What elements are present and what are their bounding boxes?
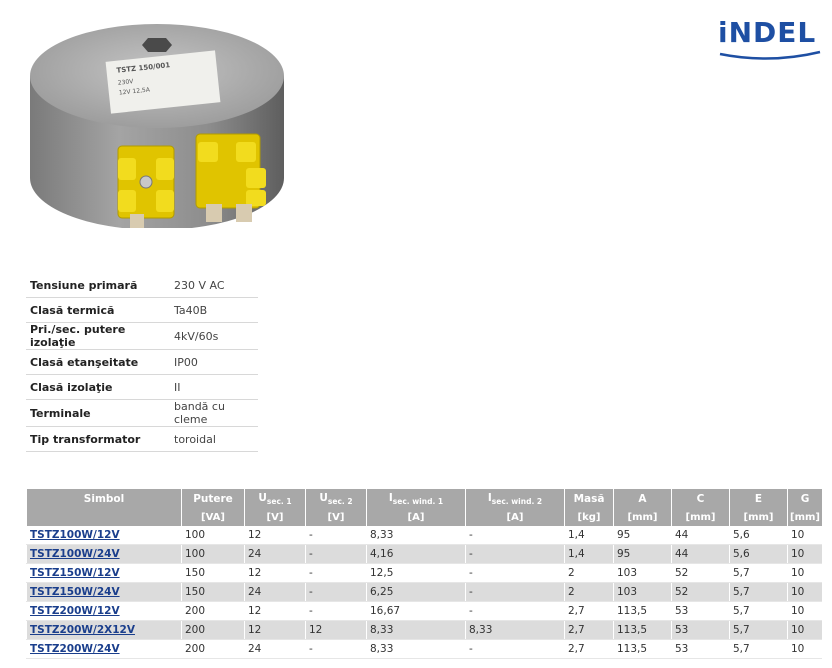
spec-value: IP00 — [170, 350, 258, 375]
table-cell: 2,7 — [565, 640, 614, 659]
spec-row — [26, 427, 258, 452]
table-cell: - — [466, 602, 565, 621]
table-cell: 5,6 — [730, 545, 788, 564]
table-cell: - — [466, 526, 565, 545]
spec-value: bandă cu cleme — [170, 400, 258, 427]
label-line-3: 12V 12,5A — [118, 86, 151, 97]
table-cell: 1,4 — [565, 545, 614, 564]
symbol-cell — [27, 583, 182, 602]
col-isec1: $I_{sec. wind. 1}$ — [367, 489, 466, 509]
unit-cell — [27, 509, 182, 526]
spec-value: 230 V AC — [170, 273, 258, 298]
table-cell: 4,16 — [367, 545, 466, 564]
table-cell: 113,5 — [614, 602, 672, 621]
col-usec2: $U_{sec. 2}$ — [306, 489, 367, 509]
model-link[interactable]: TSTZ200W/2X12V — [30, 624, 135, 636]
symbol-cell — [27, 602, 182, 621]
symbol-cell — [27, 526, 182, 545]
spec-value: II — [170, 375, 258, 400]
table-cell: 2,7 — [565, 621, 614, 640]
col-a: A — [614, 489, 672, 509]
table-cell: 113,5 — [614, 640, 672, 659]
indel-logo — [718, 18, 822, 64]
table-cell: 150 — [182, 564, 245, 583]
table-cell: 200 — [182, 602, 245, 621]
table-cell: - — [306, 564, 367, 583]
table-cell: 113,5 — [614, 621, 672, 640]
table-cell: 12 — [245, 621, 306, 640]
table-cell: 12 — [245, 602, 306, 621]
table-cell: 10 — [788, 564, 823, 583]
logo-text: iNDEL — [718, 16, 817, 49]
table-cell: - — [306, 583, 367, 602]
unit-cell: [A] — [466, 509, 565, 526]
table-cell: 8,33 — [367, 621, 466, 640]
table-cell: 100 — [182, 526, 245, 545]
table-cell: 10 — [788, 621, 823, 640]
table-row — [27, 602, 823, 621]
table-cell: 6,25 — [367, 583, 466, 602]
col-putere: Putere — [182, 489, 245, 509]
symbol-cell — [27, 621, 182, 640]
table-units-row — [27, 509, 823, 526]
table-cell: - — [306, 640, 367, 659]
col-masa: Masă — [565, 489, 614, 509]
table-cell: 95 — [614, 545, 672, 564]
col-simbol: Simbol — [27, 489, 182, 509]
unit-cell: [mm] — [788, 509, 823, 526]
spec-label: Clasă termică — [26, 298, 170, 323]
table-cell: 44 — [672, 545, 730, 564]
table-cell: 5,7 — [730, 602, 788, 621]
table-cell: 2,7 — [565, 602, 614, 621]
spec-label: Clasă etanşeitate — [26, 350, 170, 375]
spec-row — [26, 375, 258, 400]
table-cell: - — [466, 583, 565, 602]
table-cell: 24 — [245, 583, 306, 602]
table-cell: 100 — [182, 545, 245, 564]
unit-cell: [kg] — [565, 509, 614, 526]
table-cell: 200 — [182, 640, 245, 659]
table-cell: 8,33 — [466, 621, 565, 640]
table-cell: 52 — [672, 583, 730, 602]
col-e: E — [730, 489, 788, 509]
table-cell: 12 — [306, 621, 367, 640]
unit-cell: [V] — [245, 509, 306, 526]
table-cell: 12,5 — [367, 564, 466, 583]
table-cell: 8,33 — [367, 640, 466, 659]
table-cell: 5,7 — [730, 640, 788, 659]
col-isec2: $I_{sec. wind. 2}$ — [466, 489, 565, 509]
spec-label: Tensiune primară — [26, 273, 170, 298]
table-cell: 2 — [565, 564, 614, 583]
table-cell: 10 — [788, 526, 823, 545]
unit-cell: [VA] — [182, 509, 245, 526]
table-row — [27, 621, 823, 640]
table-cell: 10 — [788, 602, 823, 621]
col-usec1: $U_{sec. 1}$ — [245, 489, 306, 509]
spec-row — [26, 298, 258, 323]
model-link[interactable]: TSTZ100W/24V — [30, 548, 120, 560]
table-cell: 1,4 — [565, 526, 614, 545]
table-cell: 44 — [672, 526, 730, 545]
table-cell: 150 — [182, 583, 245, 602]
table-row — [27, 526, 823, 545]
col-c: C — [672, 489, 730, 509]
table-cell: - — [306, 545, 367, 564]
symbol-cell — [27, 564, 182, 583]
table-cell: 53 — [672, 602, 730, 621]
table-cell: 53 — [672, 640, 730, 659]
symbol-cell — [27, 545, 182, 564]
table-cell: 10 — [788, 545, 823, 564]
table-header-row — [27, 489, 823, 509]
table-cell: 103 — [614, 583, 672, 602]
table-row — [27, 545, 823, 564]
table-cell: - — [306, 526, 367, 545]
table-cell: 24 — [245, 545, 306, 564]
spec-row — [26, 323, 258, 350]
table-cell: 10 — [788, 583, 823, 602]
terminal-block-left — [118, 146, 174, 228]
model-table — [26, 489, 822, 659]
spec-row — [26, 350, 258, 375]
unit-cell: [mm] — [614, 509, 672, 526]
table-cell: 53 — [672, 621, 730, 640]
table-cell: - — [466, 640, 565, 659]
table-row — [27, 583, 823, 602]
table-cell: - — [306, 602, 367, 621]
table-cell: 16,67 — [367, 602, 466, 621]
spec-value: toroidal — [170, 427, 258, 452]
model-link[interactable]: TSTZ200W/12V — [30, 605, 120, 617]
logo-swoosh-icon — [718, 50, 822, 62]
model-link[interactable]: TSTZ100W/12V — [30, 529, 120, 541]
spec-label: Tip transformator — [26, 427, 170, 452]
table-row — [27, 640, 823, 659]
table-cell: 103 — [614, 564, 672, 583]
table-cell: 200 — [182, 621, 245, 640]
symbol-cell — [27, 640, 182, 659]
model-link[interactable]: TSTZ150W/12V — [30, 567, 120, 579]
transformer-product-image — [26, 18, 288, 228]
spec-row — [26, 400, 258, 427]
spec-table — [26, 273, 258, 452]
table-cell: 8,33 — [367, 526, 466, 545]
table-cell: 5,7 — [730, 621, 788, 640]
unit-cell: [mm] — [730, 509, 788, 526]
unit-cell: [A] — [367, 509, 466, 526]
label-line-2: 230V — [117, 78, 134, 87]
table-cell: 2 — [565, 583, 614, 602]
unit-cell: [V] — [306, 509, 367, 526]
table-cell: 12 — [245, 564, 306, 583]
table-cell: 24 — [245, 640, 306, 659]
label-line-1: TSTZ 150/001 — [116, 61, 171, 75]
table-cell: 5,6 — [730, 526, 788, 545]
spec-value: 4kV/60s — [170, 323, 258, 350]
col-g: G — [788, 489, 823, 509]
spec-label: Pri./sec. putere izolaţie — [26, 323, 170, 350]
model-link[interactable]: TSTZ200W/24V — [30, 643, 120, 655]
table-cell: 10 — [788, 640, 823, 659]
table-cell: - — [466, 564, 565, 583]
table-cell: 12 — [245, 526, 306, 545]
table-cell: 5,7 — [730, 583, 788, 602]
table-cell: 52 — [672, 564, 730, 583]
spec-value: Ta40B — [170, 298, 258, 323]
model-link[interactable]: TSTZ150W/24V — [30, 586, 120, 598]
table-cell: - — [466, 545, 565, 564]
spec-label: Clasă izolaţie — [26, 375, 170, 400]
spec-row — [26, 273, 258, 298]
unit-cell: [mm] — [672, 509, 730, 526]
table-cell: 95 — [614, 526, 672, 545]
spec-label: Terminale — [26, 400, 170, 427]
table-row — [27, 564, 823, 583]
table-cell: 5,7 — [730, 564, 788, 583]
